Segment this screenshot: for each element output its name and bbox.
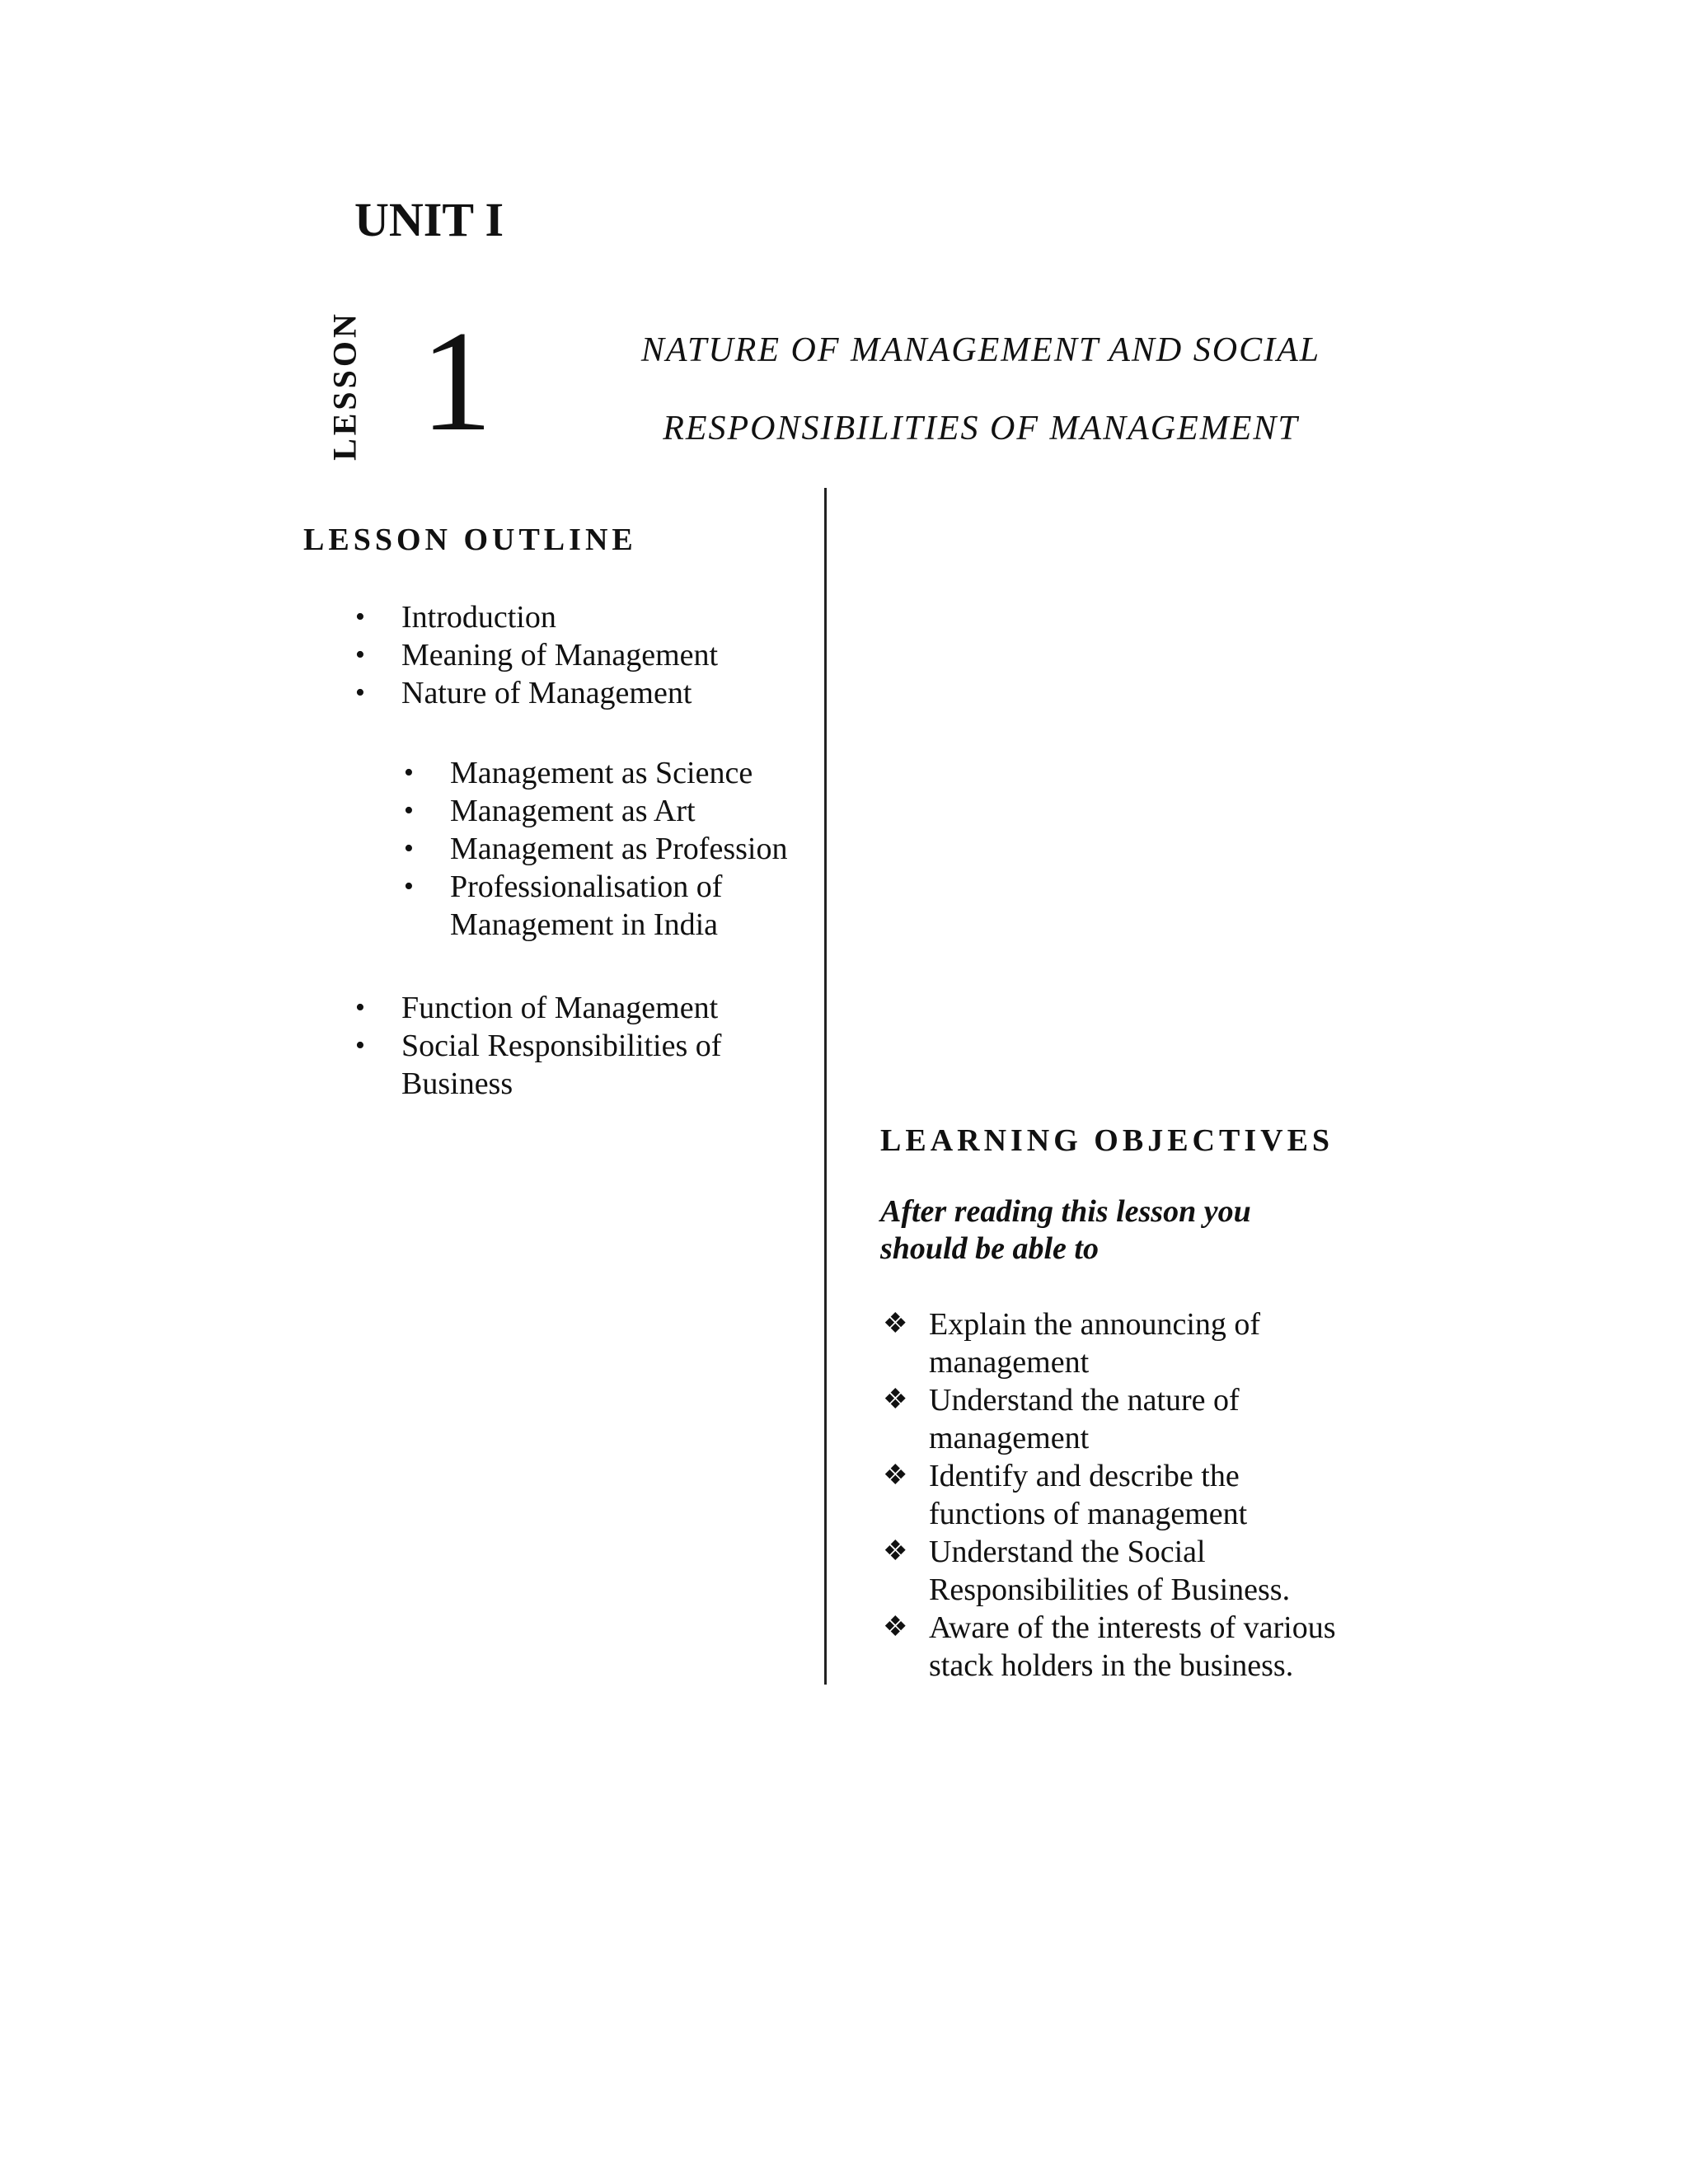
diamond-bullet-icon: ❖ [883,1536,908,1567]
lesson-label-text: LESSON [326,310,363,461]
list-item: • Meaning of Management [355,638,719,673]
lesson-outline-heading: LESSON OUTLINE [303,523,637,557]
unit-title: UNIT I [354,193,504,246]
diamond-bullet-icon: ❖ [883,1309,908,1339]
outline-list-main [355,598,814,712]
diamond-bullet-icon: ❖ [883,1460,908,1491]
bullet-icon: • [355,992,365,1023]
bullet-icon: • [355,1030,365,1061]
diamond-bullet-icon: ❖ [883,1385,908,1415]
outline-list-main-2 [355,989,814,1103]
list-item: • Management as Science [404,756,753,790]
list-item: • Function of Management [355,991,719,1025]
lesson-title-line-1: NATURE OF MANAGEMENT AND SOCIAL [640,331,1321,369]
bullet-icon: • [404,833,414,864]
list-item: • Management as Art [404,794,696,828]
list-item: ❖ Aware of the interests of various stack holders in the business. [883,1610,1336,1683]
list-item: ❖ Explain the announcing of management [883,1307,1261,1380]
bullet-icon: • [404,757,414,788]
objectives-intro: After reading this lesson you should be able to [880,1194,1251,1266]
bullet-icon: • [355,602,365,632]
bullet-icon: • [404,871,414,902]
bullet-icon: • [355,677,365,708]
bullet-icon: • [404,795,414,826]
list-item: • Management as Profession [404,832,788,866]
list-item: ❖ Understand the Social Responsibilities of Business. [883,1535,1291,1607]
bullet-icon: • [355,640,365,670]
list-item: ❖ Identify and describe the functions of management [883,1459,1248,1531]
objectives-list [883,1305,1390,1685]
list-item: ❖ Understand the nature of management [883,1383,1240,1455]
lesson-title [577,312,1385,468]
diamond-bullet-icon: ❖ [883,1612,908,1643]
list-item: • Social Responsibilities of Business [355,1029,722,1101]
column-divider [824,488,827,1685]
list-item: • Introduction [355,600,556,635]
list-item: • Professionalisation of Management in India [404,869,723,942]
learning-objectives-heading: LEARNING OBJECTIVES [880,1123,1334,1158]
list-item: • Nature of Management [355,676,692,710]
lesson-label [320,310,369,461]
lesson-number: 1 [420,301,493,461]
outline-list-nested [404,754,821,944]
lesson-title-line-2: RESPONSIBILITIES OF MANAGEMENT [663,410,1299,448]
